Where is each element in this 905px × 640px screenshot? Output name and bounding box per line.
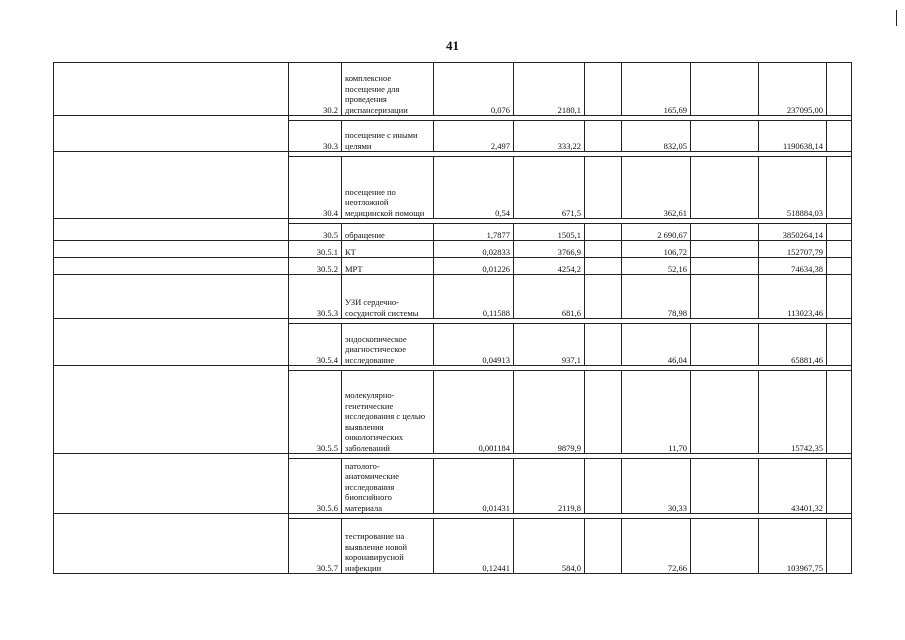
blank-cell xyxy=(827,258,852,275)
row-value-4: 237095,00 xyxy=(759,63,827,116)
blank-cell xyxy=(691,224,759,241)
row-value-1: 2,497 xyxy=(434,121,514,152)
table-row xyxy=(54,324,852,366)
row-value-3: 832,05 xyxy=(622,121,691,152)
tariff-table xyxy=(53,62,852,574)
table-row xyxy=(54,63,852,116)
row-value-3: 106,72 xyxy=(622,241,691,258)
blank-cell xyxy=(585,519,622,574)
table-row xyxy=(54,224,852,241)
blank-cell xyxy=(691,324,759,366)
blank-cell xyxy=(585,324,622,366)
blank-cell xyxy=(585,275,622,319)
blank-cell xyxy=(691,519,759,574)
row-value-4: 65881,46 xyxy=(759,324,827,366)
page-edge-mark xyxy=(896,10,897,26)
blank-cell xyxy=(827,459,852,514)
row-value-4: 3850264,14 xyxy=(759,224,827,241)
blank-cell xyxy=(585,371,622,454)
row-value-1: 0,01226 xyxy=(434,258,514,275)
row-code: 30.5.1 xyxy=(289,241,342,258)
blank-left-cell xyxy=(54,371,289,454)
blank-left-cell xyxy=(54,324,289,366)
row-value-1: 1,7877 xyxy=(434,224,514,241)
blank-left-cell xyxy=(54,63,289,116)
row-value-1: 0,04913 xyxy=(434,324,514,366)
row-value-3: 30,33 xyxy=(622,459,691,514)
blank-cell xyxy=(827,275,852,319)
blank-cell xyxy=(585,224,622,241)
blank-cell xyxy=(827,519,852,574)
row-name: комплексное посещение для проведения диспансеризации xyxy=(342,63,434,116)
table-row xyxy=(54,121,852,152)
row-value-1: 0,001184 xyxy=(434,371,514,454)
blank-cell xyxy=(691,121,759,152)
blank-cell xyxy=(691,241,759,258)
table-row xyxy=(54,519,852,574)
blank-left-cell xyxy=(54,459,289,514)
blank-cell xyxy=(585,241,622,258)
row-value-4: 1190638,14 xyxy=(759,121,827,152)
row-code: 30.5.5 xyxy=(289,371,342,454)
row-value-1: 0,01431 xyxy=(434,459,514,514)
row-value-3: 78,98 xyxy=(622,275,691,319)
row-name: посещение с иными целями xyxy=(342,121,434,152)
blank-cell xyxy=(585,121,622,152)
blank-cell xyxy=(827,121,852,152)
row-code: 30.5.3 xyxy=(289,275,342,319)
row-value-1: 0,12441 xyxy=(434,519,514,574)
row-value-2: 3766,9 xyxy=(514,241,585,258)
row-name: УЗИ сердечно-сосудистой системы xyxy=(342,275,434,319)
blank-left-cell xyxy=(54,241,289,258)
row-value-3: 11,70 xyxy=(622,371,691,454)
table-row xyxy=(54,371,852,454)
row-value-2: 333,22 xyxy=(514,121,585,152)
page-number: 41 xyxy=(446,38,459,53)
row-code: 30.5 xyxy=(289,224,342,241)
row-value-4: 103967,75 xyxy=(759,519,827,574)
blank-left-cell xyxy=(54,258,289,275)
row-value-4: 15742,35 xyxy=(759,371,827,454)
blank-cell xyxy=(827,324,852,366)
row-value-2: 2180,1 xyxy=(514,63,585,116)
row-value-2: 671,5 xyxy=(514,157,585,219)
row-name: молекулярно-генетические исследования с целью выявления онкологических заболеваний xyxy=(342,371,434,454)
blank-left-cell xyxy=(54,224,289,241)
row-value-1: 0,54 xyxy=(434,157,514,219)
row-value-3: 165,69 xyxy=(622,63,691,116)
row-value-3: 362,61 xyxy=(622,157,691,219)
table-row xyxy=(54,241,852,258)
row-name: МРТ xyxy=(342,258,434,275)
blank-cell xyxy=(691,275,759,319)
blank-cell xyxy=(691,459,759,514)
row-name: посещение по неотложной медицинской помощи xyxy=(342,157,434,219)
table-row xyxy=(54,157,852,219)
blank-cell xyxy=(585,157,622,219)
row-code: 30.5.6 xyxy=(289,459,342,514)
row-value-4: 152707,79 xyxy=(759,241,827,258)
row-value-4: 518884,03 xyxy=(759,157,827,219)
table-bottom-border xyxy=(53,573,851,574)
blank-left-cell xyxy=(54,519,289,574)
row-value-3: 2 690,67 xyxy=(622,224,691,241)
table-row xyxy=(54,258,852,275)
row-value-1: 0,076 xyxy=(434,63,514,116)
row-value-4: 43401,32 xyxy=(759,459,827,514)
row-value-1: 0,02833 xyxy=(434,241,514,258)
row-code: 30.5.7 xyxy=(289,519,342,574)
blank-cell xyxy=(827,371,852,454)
row-value-2: 584,0 xyxy=(514,519,585,574)
row-name: КТ xyxy=(342,241,434,258)
blank-cell xyxy=(585,459,622,514)
row-value-3: 46,04 xyxy=(622,324,691,366)
row-value-2: 681,6 xyxy=(514,275,585,319)
blank-cell xyxy=(827,224,852,241)
blank-cell xyxy=(585,258,622,275)
row-value-4: 74634,38 xyxy=(759,258,827,275)
row-value-2: 9879,9 xyxy=(514,371,585,454)
row-value-2: 4254,2 xyxy=(514,258,585,275)
row-code: 30.4 xyxy=(289,157,342,219)
row-value-2: 1505,1 xyxy=(514,224,585,241)
row-value-3: 72,66 xyxy=(622,519,691,574)
row-value-1: 0,11588 xyxy=(434,275,514,319)
blank-left-cell xyxy=(54,121,289,152)
row-value-4: 113023,46 xyxy=(759,275,827,319)
row-value-2: 937,1 xyxy=(514,324,585,366)
row-name: обращение xyxy=(342,224,434,241)
row-code: 30.5.2 xyxy=(289,258,342,275)
row-value-2: 2119,8 xyxy=(514,459,585,514)
row-value-3: 52,16 xyxy=(622,258,691,275)
blank-cell xyxy=(827,241,852,258)
table-row xyxy=(54,459,852,514)
blank-cell xyxy=(691,258,759,275)
blank-left-cell xyxy=(54,157,289,219)
blank-left-cell xyxy=(54,275,289,319)
row-name: эндоскопическое диагностическое исследование xyxy=(342,324,434,366)
blank-cell xyxy=(691,371,759,454)
row-name: тестирование на выявление новой коронавирусной инфекции xyxy=(342,519,434,574)
blank-cell xyxy=(827,157,852,219)
table-row xyxy=(54,275,852,319)
row-code: 30.5.4 xyxy=(289,324,342,366)
row-code: 30.3 xyxy=(289,121,342,152)
blank-cell xyxy=(691,63,759,116)
row-name: патолого-анатомические исследования биопсийного материала xyxy=(342,459,434,514)
blank-cell xyxy=(691,157,759,219)
blank-cell xyxy=(585,63,622,116)
blank-cell xyxy=(827,63,852,116)
row-code: 30.2 xyxy=(289,63,342,116)
